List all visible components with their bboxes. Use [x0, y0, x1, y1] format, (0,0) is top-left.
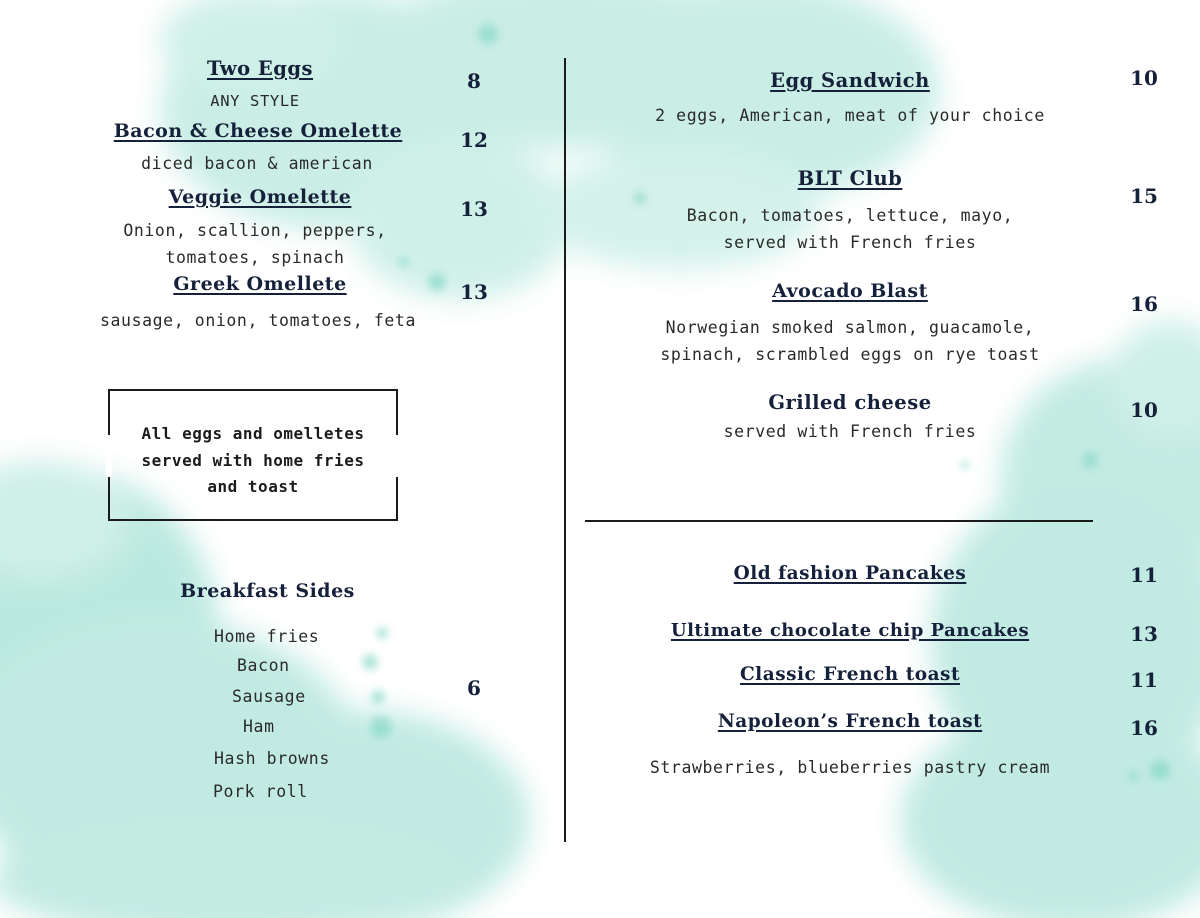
note-line: All eggs and omelletes — [141, 424, 365, 443]
side-item: Ham — [243, 717, 275, 736]
menu-item-price: 11 — [1130, 668, 1158, 692]
note-line: and toast — [207, 477, 299, 496]
menu-item-price: 13 — [460, 280, 488, 304]
note-text — [110, 421, 396, 501]
menu-item-price: 8 — [467, 69, 481, 93]
menu-item-title: Two Eggs — [206, 57, 314, 80]
menu-item-title: Avocado Blast — [772, 280, 928, 302]
menu-item-description: spinach, scrambled eggs on rye toast — [660, 345, 1040, 364]
menu-item-description: served with French fries — [723, 422, 977, 441]
menu-item-title: Egg Sandwich — [770, 69, 930, 92]
sides-title: Breakfast Sides — [180, 580, 355, 602]
menu-item-title: Classic French toast — [739, 664, 961, 685]
menu-item-description: served with French fries — [723, 233, 977, 252]
menu-item-title: Bacon & Cheese Omelette — [113, 120, 403, 142]
side-item: Bacon — [237, 656, 290, 675]
menu-item-price: 13 — [460, 197, 488, 221]
menu-item-price: 12 — [460, 128, 488, 152]
menu-item-description: Strawberries, blueberries pastry cream — [649, 758, 1051, 777]
menu-item-title: Napoleon’s French toast — [717, 711, 983, 732]
side-item: Sausage — [232, 687, 306, 706]
menu-item-price: 16 — [1130, 292, 1158, 316]
side-item: Hash browns — [214, 749, 330, 768]
note-box — [108, 389, 398, 521]
note-line: served with home fries — [141, 450, 365, 470]
menu-item-description: 2 eggs, American, meat of your choice — [655, 106, 1045, 125]
column-divider — [564, 58, 566, 842]
menu-item-title: Grilled cheese — [768, 391, 932, 414]
menu-item-price: 13 — [1130, 622, 1158, 646]
menu-item-price: 11 — [1130, 563, 1158, 587]
menu-item-title: BLT Club — [797, 167, 903, 190]
menu-item-description: Onion, scallion, peppers, — [123, 221, 387, 240]
menu-item-price: 15 — [1130, 184, 1158, 208]
menu-item-price: 10 — [1130, 66, 1158, 90]
menu-item-title: Greek Omellete — [173, 273, 347, 295]
menu-item-description: Bacon, tomatoes, lettuce, mayo, — [686, 206, 1014, 225]
menu-item-description: tomatoes, spinach — [165, 248, 345, 267]
menu-item-title: Ultimate chocolate chip Pancakes — [670, 620, 1030, 641]
menu-item-price: 10 — [1130, 398, 1158, 422]
section-divider — [585, 520, 1093, 522]
menu-item-description: ANY STYLE — [210, 92, 300, 110]
sides-price: 6 — [467, 676, 481, 700]
menu-item-description: diced bacon & american — [141, 154, 373, 173]
menu-item-description: Norwegian smoked salmon, guacamole, — [665, 318, 1035, 337]
menu-item-description: sausage, onion, tomatoes, feta — [99, 311, 416, 330]
side-item: Pork roll — [213, 782, 308, 801]
menu-item-title: Old fashion Pancakes — [733, 563, 967, 584]
side-item: Home fries — [214, 627, 320, 646]
menu-item-title: Veggie Omelette — [168, 186, 352, 208]
menu-item-price: 16 — [1130, 716, 1158, 740]
